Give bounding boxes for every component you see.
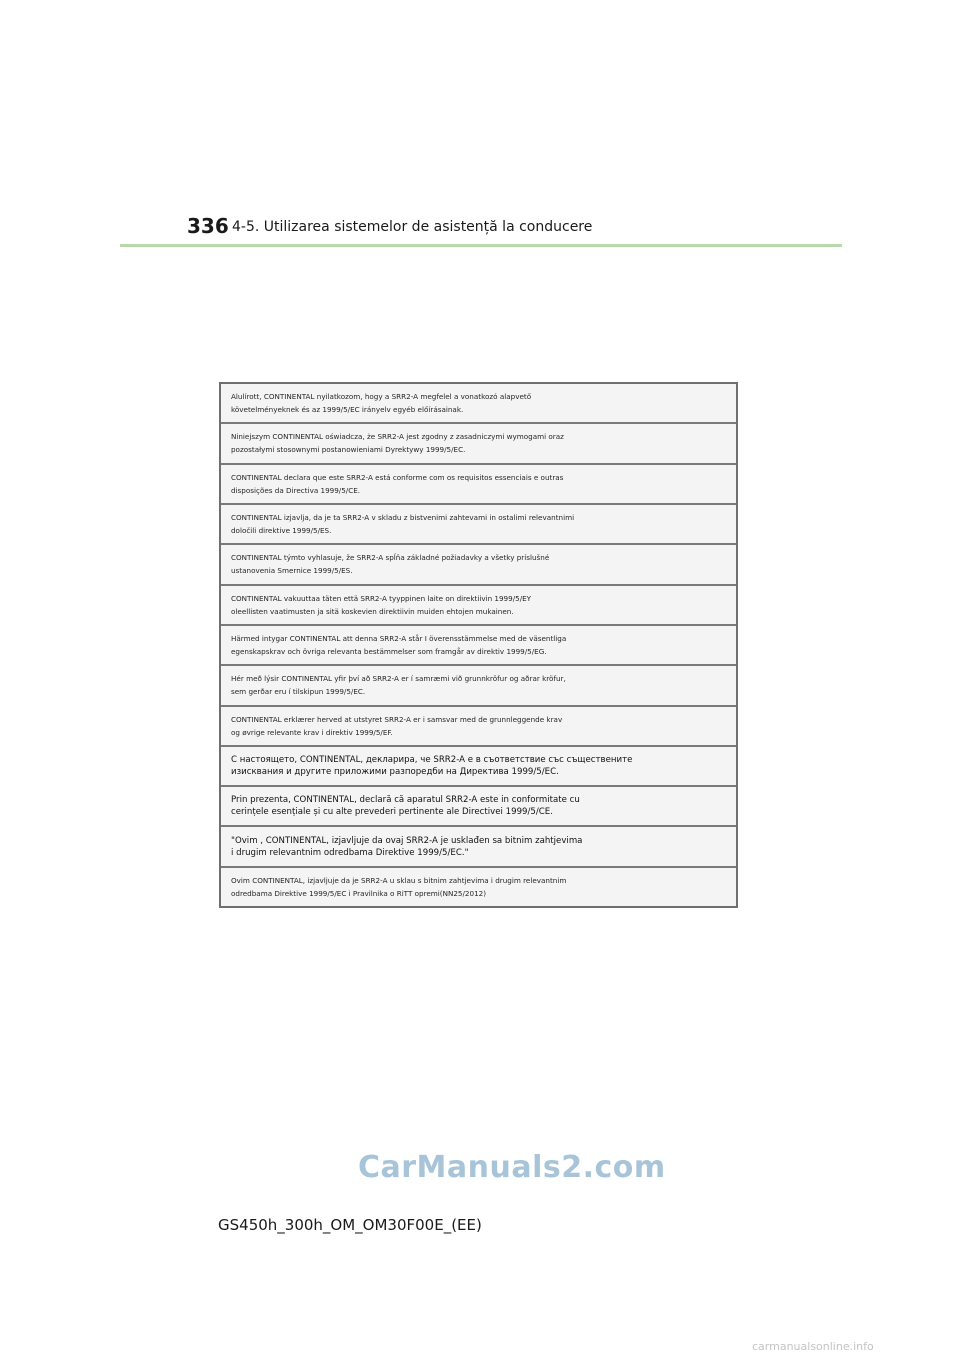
- declaration-line: követelményeknek és az 1999/5/EC irányelv egyéb előírásainak.: [231, 405, 464, 415]
- declaration-row: [221, 586, 736, 626]
- header-divider: [120, 244, 842, 247]
- declaration-line: CONTINENTAL erklærer herved at utstyret SRR2-A er i samsvar med de grunnleggende krav: [231, 714, 563, 724]
- declaration-line: odredbama Direktive 1999/5/EC i Pravilnika o RiTT opremi(NN25/2012): [231, 888, 487, 898]
- declaration-line: Härmed intygar CONTINENTAL att denna SRR2-A står I överensstämmelse med de väsentliga: [231, 634, 567, 644]
- declaration-line: ustanovenia Smernice 1999/5/ES.: [231, 566, 353, 576]
- section-title: 4-5. Utilizarea sistemelor de asistență la conducere: [232, 219, 593, 235]
- declaration-line: "Ovim , CONTINENTAL, izjavljuje da ovaj SRR2-A je usklađen sa bitnim zahtjevima: [231, 835, 583, 846]
- declaration-row: [221, 465, 736, 505]
- declaration-row: [221, 827, 736, 867]
- declaration-line: i drugim relevantnim odredbama Direktive 1999/5/EC.": [231, 847, 469, 858]
- declaration-line: Alulírott, CONTINENTAL nyilatkozom, hogy a SRR2-A megfelel a vonatkozó alapvető: [231, 392, 532, 402]
- declaration-row: [221, 747, 736, 787]
- declaration-line: og øvrige relevante krav i direktiv 1999/5/EF.: [231, 727, 393, 737]
- page-number: 336: [187, 214, 229, 238]
- declaration-line: sem gerðar eru í tilskipun 1999/5/EC.: [231, 687, 366, 697]
- declaration-row: [221, 545, 736, 585]
- manual-id: GS450h_300h_OM_OM30F00E_(EE): [218, 1216, 482, 1234]
- declaration-line: oleellisten vaatimusten ja sitä koskevien direktiivin muiden ehtojen mukainen.: [231, 606, 514, 616]
- declaration-line: CONTINENTAL vakuuttaa täten että SRR2-A tyyppinen laite on direktiivin 1999/5/EY: [231, 593, 532, 603]
- watermark-logo: CarManuals2.com: [358, 1150, 666, 1185]
- declaration-line: egenskapskrav och övriga relevanta bestämmelser som framgår av direktiv 1999/5/EG.: [231, 647, 547, 657]
- declaration-line: Ovim CONTINENTAL, izjavljuje da je SRR2-A u sklau s bitnim zahtjevima i drugim relevantnim: [231, 875, 567, 885]
- declaration-line: изисквания и другите приложими разпоредби на Директива 1999/5/EC.: [231, 766, 559, 777]
- footer-site-watermark: carmanualsonline.info: [752, 1340, 874, 1353]
- declaration-row: [221, 787, 736, 827]
- declaration-line: pozostałymi stosownymi postanowieniami Dyrektywy 1999/5/EC.: [231, 445, 466, 455]
- declaration-row: [221, 384, 736, 424]
- declaration-row: [221, 666, 736, 706]
- declaration-row: [221, 707, 736, 747]
- page-header: [0, 0, 960, 250]
- declaration-row: [221, 626, 736, 666]
- declaration-row: [221, 424, 736, 464]
- declaration-line: Prin prezenta, CONTINENTAL, declară că aparatul SRR2-A este in conformitate cu: [231, 795, 580, 806]
- declaration-line: CONTINENTAL týmto vyhlasuje, že SRR2-A spĺňa základné požiadavky a všetky príslušné: [231, 553, 550, 563]
- declaration-line: С настоящето, CONTINENTAL, декларира, че SRR2-A е в съответствие със съществените: [231, 754, 633, 765]
- declaration-of-conformity-image: [219, 382, 738, 908]
- declaration-line: CONTINENTAL izjavlja, da je ta SRR2-A v skladu z bistvenimi zahtevami in ostalimi relevantnimi: [231, 513, 575, 523]
- declaration-line: CONTINENTAL declara que este SRR2-A está conforme com os requisitos essenciais e outras: [231, 472, 564, 482]
- declaration-line: disposições da Directiva 1999/5/CE.: [231, 485, 361, 495]
- declaration-row: [221, 505, 736, 545]
- declaration-line: Hér með lýsir CONTINENTAL yfir því að SRR2-A er í samræmi við grunnkröfur og aðrar kröfur,: [231, 674, 566, 684]
- declaration-row: [221, 868, 736, 906]
- declaration-line: cerințele esențiale și cu alte prevederi pertinente ale Directivei 1999/5/CE.: [231, 807, 553, 818]
- declaration-line: določili direktive 1999/5/ES.: [231, 526, 332, 536]
- declaration-line: Niniejszym CONTINENTAL oświadcza, że SRR2-A jest zgodny z zasadniczymi wymogami oraz: [231, 432, 564, 442]
